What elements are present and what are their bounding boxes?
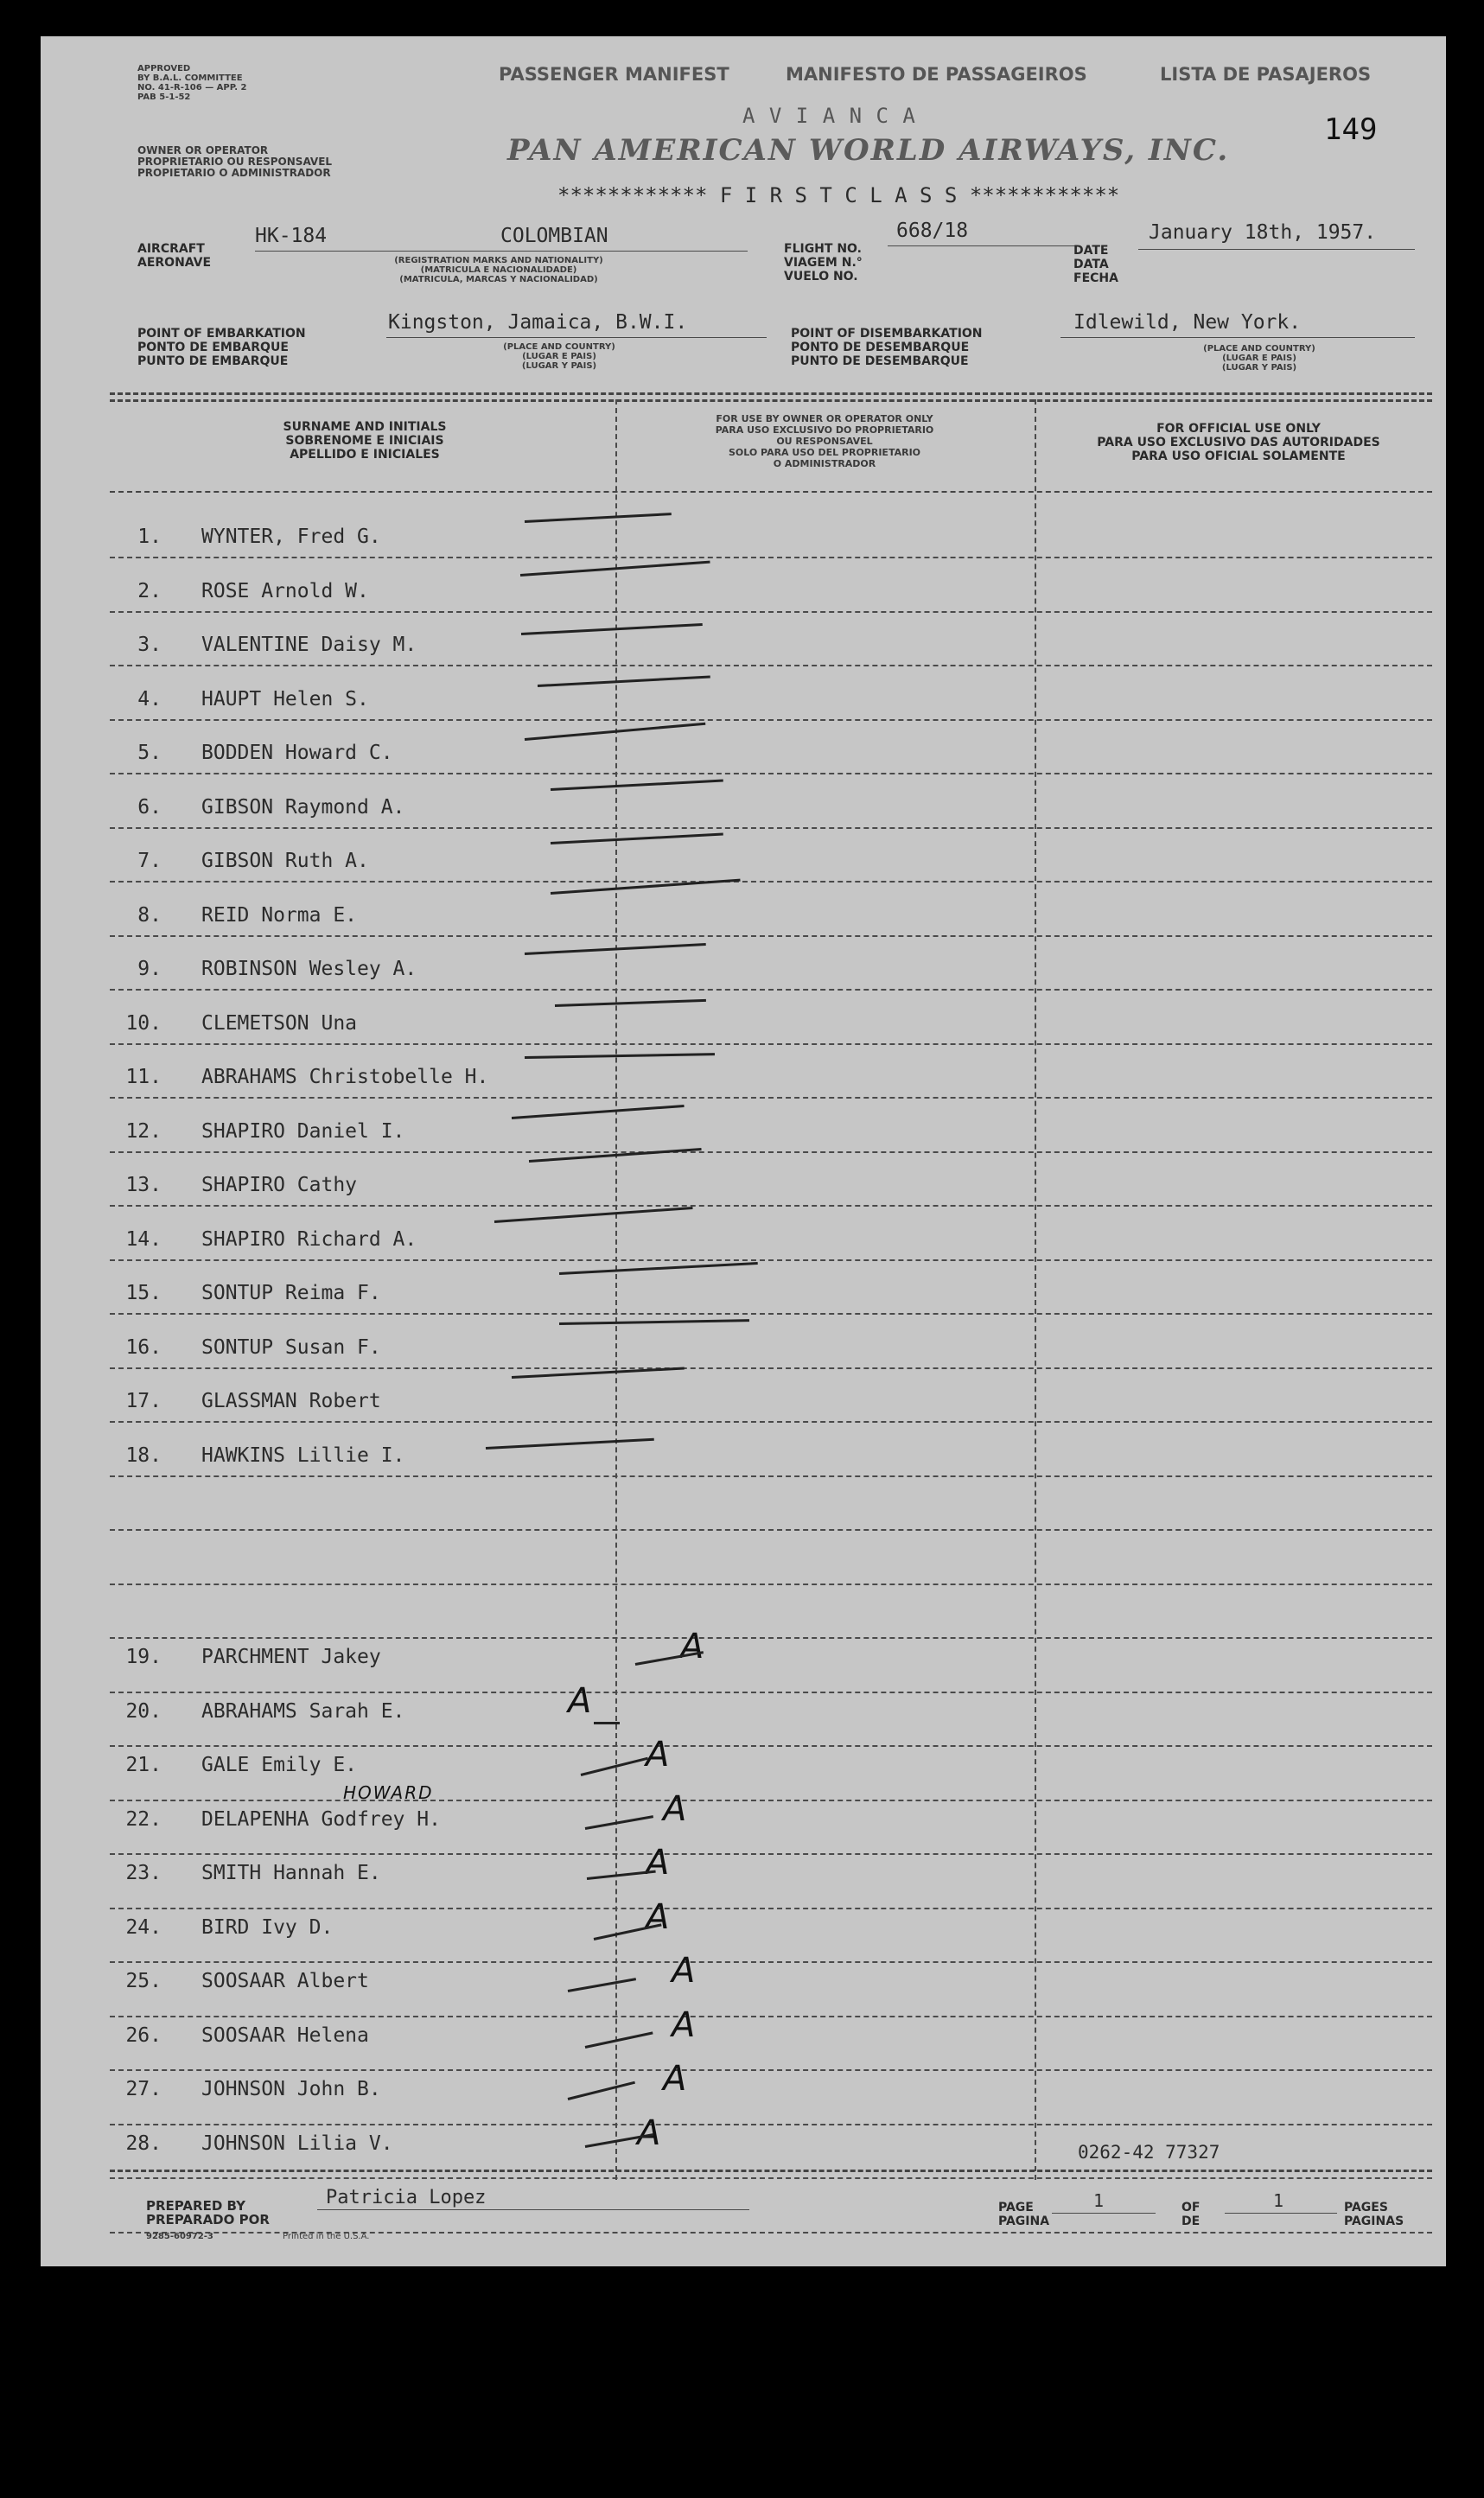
ruled-line (110, 1421, 1432, 1423)
row-number: 2. (137, 579, 162, 602)
pen-stroke (594, 1722, 620, 1724)
of-label: OF DE (1181, 2201, 1201, 2228)
aircraft-nationality: COLOMBIAN (500, 225, 608, 247)
row-number: 28. (125, 2132, 162, 2155)
passenger-name: ROSE Arnold W. (201, 579, 369, 602)
passenger-name: GALE Emily E. (201, 1754, 358, 1776)
aircraft-label: AIRCRAFT AERONAVE (137, 242, 212, 270)
date-value: January 18th, 1957. (1149, 221, 1377, 244)
ruled-line (110, 1692, 1432, 1693)
passenger-name: JOHNSON John B. (201, 2078, 381, 2100)
pen-stroke (585, 1815, 653, 1830)
ruled-line (110, 2069, 1432, 2071)
handwritten-mark: A (663, 2059, 687, 2099)
handwritten-annotation: HOWARD (343, 1781, 434, 1803)
ruled-line (110, 1097, 1432, 1099)
owner-label: OWNER OR OPERATOR PROPRIETARIO OU RESPONSAVEL PROPIETARIO O ADMINISTRADOR (137, 144, 333, 179)
operator-avianca: A V I A N C A (742, 104, 916, 128)
passenger-name: DELAPENHA Godfrey H. (201, 1807, 441, 1831)
ruled-line (110, 1908, 1432, 1909)
row-number: 7. (137, 850, 162, 872)
row-number: 9. (137, 958, 162, 980)
passenger-name: SHAPIRO Richard A. (201, 1227, 417, 1251)
row-number: 11. (125, 1066, 162, 1088)
row-number: 23. (125, 1862, 162, 1884)
ruled-line (110, 1584, 1432, 1585)
row-number: 19. (125, 1646, 162, 1668)
ruled-line (110, 1313, 1432, 1315)
passenger-name: GIBSON Ruth A. (201, 850, 369, 872)
row-number: 26. (125, 2023, 162, 2047)
handwritten-mark: A (646, 1735, 670, 1775)
column-divider-2 (1035, 399, 1036, 2180)
embarkation-caption: (PLACE AND COUNTRY) (LUGAR E PAIS) (LUGAR Y PAIS) (503, 342, 615, 371)
pen-stroke (512, 1367, 685, 1379)
pen-stroke (512, 1105, 685, 1119)
official-column-header: FOR OFFICIAL USE ONLY PARA USO EXCLUSIVO DAS AUTORIDADES PARA USO OFICIAL SOLAMENTE (1097, 422, 1380, 463)
pen-stroke (525, 513, 672, 523)
pen-stroke (568, 2081, 635, 2100)
handwritten-mark: A (646, 1896, 670, 1937)
handwritten-mark: A (680, 1627, 704, 1666)
disembarkation-label: POINT OF DISEMBARKATION PONTO DE DESEMBARQUE PUNTO DE DESEMBARQUE (791, 327, 983, 368)
date-underline (1138, 249, 1415, 250)
ruled-line (110, 1205, 1432, 1207)
ruled-line (110, 557, 1432, 558)
page-value: 1 (1093, 2190, 1105, 2211)
of-underline (1225, 2213, 1337, 2214)
table-top-rule-2 (110, 399, 1432, 402)
form-number: 9285-60972-3 (146, 2232, 213, 2241)
row-number: 16. (125, 1335, 162, 1359)
pen-stroke (525, 1053, 715, 1059)
pen-stroke (559, 1319, 749, 1325)
ruled-line (110, 1043, 1432, 1045)
title-portuguese: MANIFESTO DE PASSAGEIROS (786, 64, 1087, 85)
embarkation-underline (386, 337, 767, 338)
passenger-name: CLEMETSON Una (201, 1011, 358, 1035)
pen-stroke (555, 999, 706, 1007)
ruled-line (110, 2124, 1432, 2125)
handwritten-mark: A (637, 2112, 661, 2153)
handwritten-mark: A (646, 1843, 670, 1883)
passenger-name: REID Norma E. (201, 903, 358, 927)
date-label: DATE DATA FECHA (1073, 244, 1118, 285)
passenger-name: SONTUP Susan F. (201, 1335, 381, 1359)
pen-stroke (585, 2031, 653, 2049)
passenger-name: VALENTINE Daisy M. (201, 634, 417, 656)
passenger-name: SHAPIRO Cathy (201, 1174, 358, 1196)
pen-stroke (521, 623, 703, 635)
prepared-by-label: PREPARED BY PREPARADO POR (146, 2198, 270, 2227)
printed-note: Printed in the U.S.A. (283, 2232, 370, 2241)
embarkation-value: Kingston, Jamaica, B.W.I. (388, 311, 688, 334)
ruled-line (110, 773, 1432, 774)
passenger-name: SHAPIRO Daniel I. (201, 1119, 405, 1143)
row-number: 1. (137, 526, 162, 548)
row-number: 12. (125, 1119, 162, 1143)
row-number: 14. (125, 1227, 162, 1251)
row-number: 6. (137, 795, 162, 819)
ruled-line (110, 665, 1432, 666)
passenger-name: BIRD Ivy D. (201, 1915, 334, 1939)
prepared-underline (317, 2209, 749, 2210)
passenger-name: ABRAHAMS Christobelle H. (201, 1066, 489, 1088)
pen-stroke (581, 1757, 648, 1776)
pen-stroke (486, 1438, 654, 1450)
ruled-line (110, 1853, 1432, 1855)
ruled-line (110, 1475, 1432, 1477)
ruled-line (110, 1151, 1432, 1153)
passenger-name: HAWKINS Lillie I. (201, 1443, 405, 1467)
row-number: 5. (137, 742, 162, 764)
title-spanish: LISTA DE PASAJEROS (1160, 64, 1372, 85)
pen-stroke (568, 1978, 636, 1992)
pen-stroke (494, 1207, 693, 1223)
ruled-line (110, 2177, 1432, 2179)
ruled-line (110, 611, 1432, 613)
passenger-name: PARCHMENT Jakey (201, 1646, 381, 1668)
aircraft-registration: HK-184 (255, 225, 328, 247)
ruled-line (110, 1800, 1432, 1801)
ruled-line (110, 989, 1432, 991)
ruled-line (110, 1961, 1432, 1963)
pen-stroke (559, 1262, 758, 1275)
column-divider-1 (615, 399, 617, 2180)
handwritten-mark: A (672, 1951, 696, 1991)
page-label: PAGE PAGINA (998, 2201, 1050, 2228)
row-number: 20. (125, 1699, 162, 1723)
approval-stamp: APPROVED BY B.A.L. COMMITTEE NO. 41-R-106 — APP. 2 PAB 5-1-52 (137, 64, 247, 102)
flight-label: FLIGHT NO. VIAGEM N.° VUELO NO. (784, 242, 863, 284)
row-number: 15. (125, 1282, 162, 1304)
flight-underline (888, 245, 1078, 246)
owner-column-header: FOR USE BY OWNER OR OPERATOR ONLY PARA USO EXCLUSIVO DO PROPRIETARIO OU RESPONSAVEL SOLO PARA USO DEL PROPRIETARIO O ADMINISTRADOR (715, 413, 934, 469)
handwritten-mark: A (663, 1788, 687, 1829)
row-number: 4. (137, 687, 162, 711)
aircraft-underline (255, 251, 748, 252)
ruled-line (110, 1637, 1432, 1639)
row-number: 27. (125, 2078, 162, 2100)
row-number: 25. (125, 1970, 162, 1992)
row-number: 24. (125, 1915, 162, 1939)
pen-stroke (538, 676, 710, 687)
passenger-name: HAUPT Helen S. (201, 687, 369, 711)
row-number: 13. (125, 1174, 162, 1196)
ruled-line (110, 719, 1432, 721)
table-top-rule (110, 392, 1432, 395)
prepared-by-value: Patricia Lopez (326, 2187, 487, 2208)
disembarkation-caption: (PLACE AND COUNTRY) (LUGAR E PAIS) (LUGAR Y PAIS) (1203, 344, 1315, 373)
passenger-name: JOHNSON Lilia V. (201, 2132, 393, 2155)
page-underline (1052, 2213, 1156, 2214)
class-line: ************ F I R S T C L A S S ************ (557, 183, 1120, 207)
footer-rule (110, 2170, 1432, 2172)
row-number: 18. (125, 1443, 162, 1467)
handwritten-mark: A (672, 2004, 696, 2045)
registration-caption: (REGISTRATION MARKS AND NATIONALITY) (MATRICULA E NACIONALIDADE) (MATRICULA, MARCAS Y NACIONALIDAD) (394, 256, 603, 284)
row-number: 22. (125, 1807, 162, 1831)
ruled-line (110, 1367, 1432, 1369)
ruled-line (110, 2016, 1432, 2017)
ruled-line (110, 1745, 1432, 1747)
passenger-name: SOOSAAR Albert (201, 1970, 369, 1992)
disembarkation-underline (1060, 337, 1415, 338)
passenger-name: ROBINSON Wesley A. (201, 958, 417, 980)
row-number: 3. (137, 634, 162, 656)
title-english: PASSENGER MANIFEST (499, 64, 729, 85)
disembarkation-value: Idlewild, New York. (1073, 311, 1302, 334)
passenger-name: ABRAHAMS Sarah E. (201, 1699, 405, 1723)
surname-column-header: SURNAME AND INITIALS SOBRENOME E INICIAIS APELLIDO E INICIALES (283, 420, 447, 462)
passenger-name: GLASSMAN Robert (201, 1390, 381, 1412)
page-reference-number: 149 (1324, 112, 1378, 147)
row-number: 8. (137, 903, 162, 927)
ruled-line (110, 1529, 1432, 1531)
header-bottom-rule (110, 491, 1432, 493)
passenger-name: GIBSON Raymond A. (201, 795, 405, 819)
ruled-line (110, 1259, 1432, 1261)
embarkation-label: POINT OF EMBARKATION PONTO DE EMBARQUE PUNTO DE EMBARQUE (137, 327, 306, 368)
passenger-name: SOOSAAR Helena (201, 2023, 369, 2047)
ruled-line (110, 881, 1432, 883)
ruled-line (110, 827, 1432, 829)
official-reference-note: 0262-42 77327 (1078, 2142, 1220, 2163)
row-number: 10. (125, 1011, 162, 1035)
pages-label: PAGES PAGINAS (1344, 2201, 1404, 2228)
handwritten-mark: A (568, 1680, 592, 1721)
flight-number: 668/18 (896, 220, 969, 242)
pen-stroke (551, 833, 723, 844)
row-number: 17. (125, 1390, 162, 1412)
of-value: 1 (1273, 2190, 1284, 2211)
row-number: 21. (125, 1754, 162, 1776)
pen-stroke (551, 780, 723, 791)
passenger-name: SONTUP Reima F. (201, 1282, 381, 1304)
manifest-page (41, 36, 1446, 2266)
passenger-name: SMITH Hannah E. (201, 1862, 381, 1884)
passenger-name: BODDEN Howard C. (201, 742, 393, 764)
ruled-line (110, 935, 1432, 937)
operator-pan-american: PAN AMERICAN WORLD AIRWAYS, INC. (507, 133, 1230, 168)
passenger-name: WYNTER, Fred G. (201, 526, 381, 548)
